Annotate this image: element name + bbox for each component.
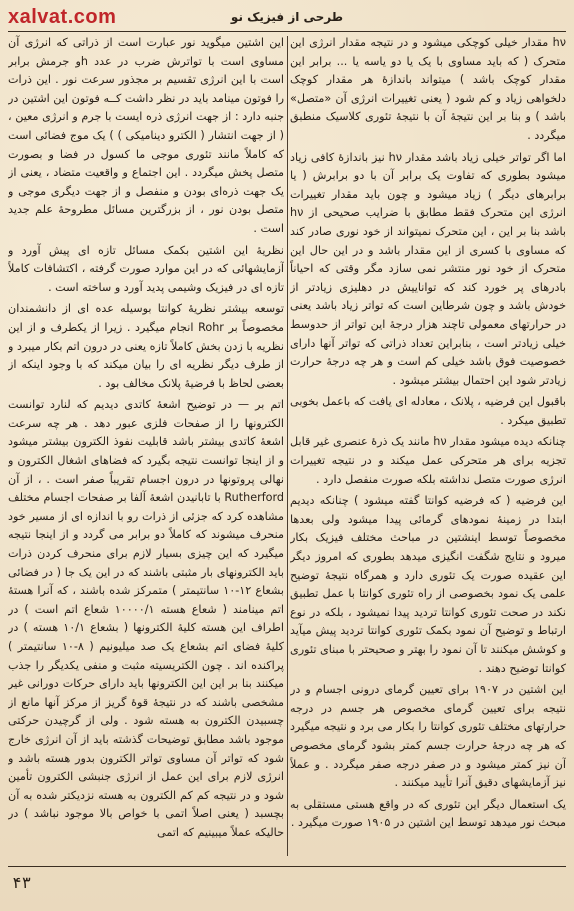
running-title: طرحی از فیزیک نو (230, 10, 344, 24)
paragraph: این فرضیه ( که فرضیه کوانتا گفته میشود ) چنانکه دیدیم ابتدا در زمینهٔ نمودهای گرمائی پیدا میشود ولی بعدها مخصوصاً توسط اینشتین در مباحث مختلف فیزیک بکار میرود و نتایج شگفت انگیزی میدهد بطوری که امروز دیگر این عقیده صورت یک تئوری دارد و همرگاه نتیجهٔ توضیح علمی یک نمود بخصوصی از راه تئوری کوانتا با عمل تطبیق نکند در صحت تئوری کوانتا تردید پیدا نمیشود ، بلکه در نوع ارتباط و توضیح آن نمود بکمک تئوری کوانتا تردید پیش میآید و کوشش میکنند تا آن نمود را بهتر و صحیحتر با مبنای تئوری کوانتا توضیح دهند . (290, 494, 566, 675)
paragraph: این اشتین در ۱۹۰۷ برای تعیین گرمای درونی اجسام و در نتیجه برای تعیین گرمای مخصوص هر جسم در درجه حرارتهای مختلف تئوری کوانتا را بکار می برد و نتیجه میگیرد که هر چه درجهٔ حرارت جسم کمتر بشود گرمای مخصوص آن نیز کمتر میشود و در صفر درجه صفر میگردد . و عملاً نیز آزمایشهای دقیق آنرا تأیید میکنند . (290, 683, 566, 790)
watermark: xalvat.com (8, 6, 117, 28)
paragraph: چنانکه دیده میشود مقدار hν مانند یک ذرهٔ عنصری غیر قابل تجزیه برای هر متحرکی عمل میکند و در نتیجه تغییرات انرژی صورت متصل نداشته بلکه صورت منفصل دارد . (290, 435, 566, 486)
paragraph: توسعه بیشتر نظریهٔ کوانتا بوسیله عده ای از دانشمندان مخصوصاً بر Rohr انجام میگیرد . زیرا از یکطرف و از این نظریه با زدن بخش کاملاً تازه یعنی در درون اتم بکار میبرد و از طرف دیگر نظریه ای را بیان میکند که با وجود اینکه از بعضی لحاظ با فرضیهٔ پلانک مخالف بود . (8, 302, 284, 390)
footer-rule (8, 866, 566, 867)
paragraph: hν مقدار خیلی کوچکی میشود و در نتیجه مقدار انرژی این متحرک ( که باید مساوی با یک یا دو یاسه یا ... برابر این مقدار کوچک باشد ) میتواند باندازهٔ هر مقدار کوچک دلخواهی زیاد و کم شود ( یعنی تغییرات انرژی آن «متصل» باشد ) و بنا بر این نتیجهٔ آن با نتیجهٔ تئوری کلاسیک منطبق میگردد . (290, 36, 566, 142)
header-rule (8, 31, 566, 32)
paragraph: این اشتین میگوید نور عبارت است از ذراتی که انرژی آن مساوی است با تواترش ضرب در عدد hو جرمش برابر است با این انرژی تقسیم بر مجذور سرعت نور . این ذرات را فوتون مینامد باید در نظر داشت کــه فوتون این اشتین در جنبه دارد : از جهت انرژی ذره ایست با جرم و انرژی معین ، ( از جهت انتشار ( الکترو دینامیکی ) ) یک موج فضائی است که کاملاً مانند تئوری موجی ما کسول در فضا و بصورت متصل پخش میگردد . این اجتماع و واقعیت متضاد ، یعنی از یک جهت ذره‌ای بودن و منفصل و از جهت دیگری موجی و متصل بودن نور ، از بزرگترین مسائل مطروحهٔ علم جدید است . (8, 36, 284, 235)
left-column (8, 34, 284, 859)
right-column (290, 34, 566, 859)
paragraph: اما اگر تواتر خیلی زیاد باشد مقدار hν نیز باندازهٔ کافی زیاد میشود بطوری که تفاوت یک برابر آن با دو برابرش ( یا برابرهای دیگر ) زیاد میشود و چون باید مقدار تغییرات انرژی این متحرک فقط مطابق با ضرایب صحیحی از hν باشد بنا بر این ، این متحرک نمیتواند از خود نوری صادر کند که مساوی با کسری از این مقدار باشد و در این حال این متحرک از خود نور منتشر نمی سازد مگر وقتی که احیاناً بادرهای پر خورد کند که تواناییش در دهلیزی زیادتر از خودش باشد و چون شرطاین است که تواتر زیاد باشد یعنی در حرارتهای معمولی تاچند هزار درجهٔ این تواتر از حدوسط خیلی زیادتر است ، بنابراین تعداد ذراتی که تواتر آنها دارای خصوصیت فوق باشد خیلی کم است و هر چه درجهٔ حرارت زیادتر شود این احتمال بیشتر میشود . (290, 150, 566, 387)
paragraph: یک استعمال دیگر این تئوری که در واقع هستی مستقلی به مبحث نور میدهد توسط این اشتین در ۱۹۰۵ صورت میگیرد . (290, 797, 566, 830)
page-number: ۴۳ (12, 873, 32, 892)
paragraph: نظریهٔ این اشتین بکمک مسائل تازه ای پیش آورد و آزمایشهائی که در این موارد صورت گرفته ، اکتشافات کاملاً تازه ای در فیزیک وشیمی پدید آورد و ساخته است . (8, 243, 284, 294)
paragraph: اتم بر — در توضیح اشعهٔ کاتدی دیدیم که لنارد توانست الکترونها را از صفحات فلزی عبور دهد . هر چه سرعت اشعهٔ کاتدی بیشتر باشد قابلیت نفوذ الکترون بیشتر میشود و از اینجا توانست نتیجه بگیرد که فضاهای اشغال الکترون و نهالی پروتونها در درون اجسام تقریباً صفر است . ، از آن Rutherford با تابانیدن اشعهٔ آلفا بر صفحات اجسام مختلف مشاهده کرد که جزئی از ذرات رو با اندازه ای از مسیر خود منحرف میشوند که کاملاً دو برابر می گردد و از اینجا نتیجه میگیرد که این چیزی بسیار لازم برای منحرف کردن ذرات باید الکترونهای بار مثبتی باشند که در این یک جا ( در فضائی بشعاع ۱۲-۱۰ سانتیمتر ) متمرکز شده باشند ، که آنرا هستهٔ اتم مینامند ( شعاع هسته ۱۰۰۰۰/۱ شعاع اتم است ) در اطراف این هسته کلیهٔ الکترونها ( بشعاع ۱۰/۱ هسته ) در کلیهٔ فضای اتم بشعاع یک صد میلیونیم ( ۸-۱۰ سانتیمتر ) پراکنده اند . چون الکتریسیته مثبت و منفی یکدیگر را جذب میکنند بنا بر این این الکترونها باید دارای حرکات دورانی غیر مشخصی باشند که در نتیجهٔ قوهٔ گریز از مرکز آنها مانع از چسبیدن الکترون به هسته شود . ولی از گرچیدن حرکتی موجود باشد مطابق توضیحات گذشته باید از آن انرژی خارج شود که تواتر آن مساوی تواتر الکترون بدور هسته باشد و انرژی لازم برای این عمل از انرژی جنبشی الکترون تأمین شود و در نتیجه کم کم الکترون به هسته نزدیکتر شده به آن بچسبد ( یعنی اصلاً اتمی با خواص بالا موجود نباشد ) در حالیکه عملاً میبینیم که اتمی (8, 398, 284, 839)
column-divider (287, 36, 288, 856)
paragraph: باقبول این فرضیه ، پلانک ، معادله ای یافت که باعمل بخوبی تطبیق میکرد . (290, 395, 566, 427)
